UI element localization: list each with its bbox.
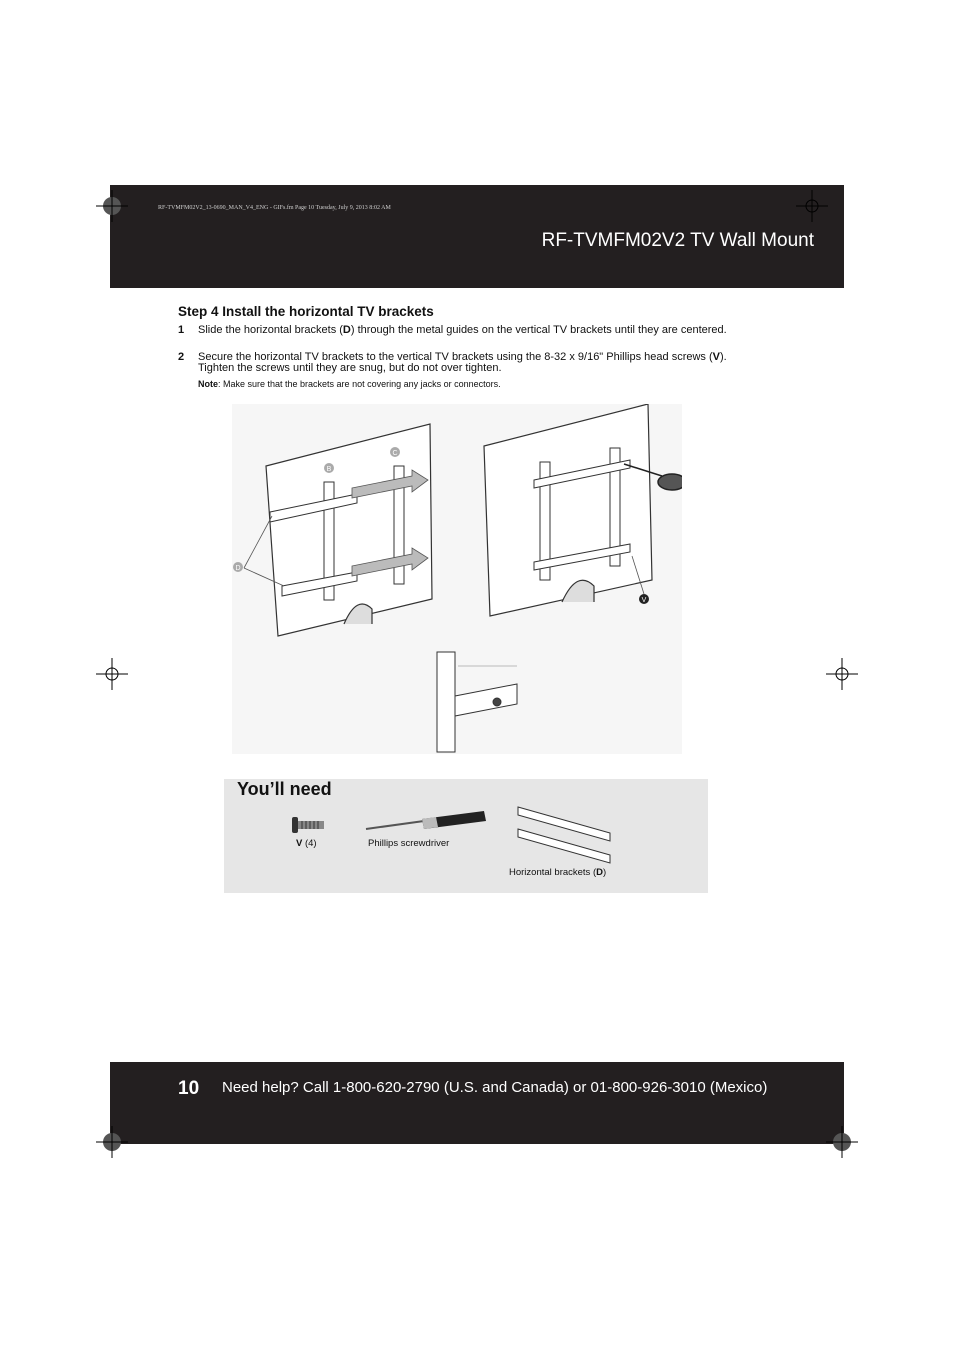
svg-text:D: D xyxy=(235,565,241,572)
instruction-text: Secure the horizontal TV brackets to the vertical TV brackets using the 8-32 x 9/16" Phillips head screws (V). Tighten the screws until they are snug, but do not over tighten. xyxy=(198,351,727,374)
callout-b xyxy=(324,463,334,473)
page-title: RF-TVMFM02V2 TV Wall Mount xyxy=(541,230,814,251)
installation-illustration xyxy=(232,404,682,754)
svg-text:B: B xyxy=(326,466,332,473)
youll-need-box xyxy=(224,779,708,893)
callout-d xyxy=(233,562,243,572)
horizontal-brackets-icon xyxy=(514,803,618,865)
callout-v xyxy=(639,594,649,604)
registration-mark-icon xyxy=(96,1126,130,1160)
registration-mark-icon xyxy=(826,658,860,692)
registration-mark-icon xyxy=(96,658,130,692)
screw-caption: V (4) xyxy=(296,838,317,849)
help-line: Need help? Call 1-800-620-2790 (U.S. and Canada) or 01-800-926-3010 (Mexico) xyxy=(222,1079,768,1096)
svg-text:C: C xyxy=(392,450,398,457)
brackets-caption: Horizontal brackets (D) xyxy=(509,867,607,878)
svg-text:V: V xyxy=(641,597,647,604)
print-slug: RF-TVMFM02V2_13-0690_MAN_V4_ENG - GIFs.fm Page 10 Tuesday, July 9, 2013 8:02 AM xyxy=(158,205,391,211)
instruction-text: Slide the horizontal brackets (D) through the metal guides on the vertical TV brackets until they are centered. xyxy=(198,324,727,336)
note: Note: Make sure that the brackets are not covering any jacks or connectors. xyxy=(198,379,501,389)
callout-c xyxy=(390,447,400,457)
instruction-number: 1 xyxy=(178,324,185,336)
instruction-1 xyxy=(178,325,778,336)
registration-mark-icon xyxy=(96,190,130,224)
page-number: 10 xyxy=(178,1078,200,1099)
instruction-number: 2 xyxy=(178,351,185,363)
registration-mark-icon xyxy=(796,190,830,224)
header-band xyxy=(110,185,844,288)
screwdriver-icon xyxy=(364,807,488,835)
footer-band xyxy=(110,1062,844,1144)
registration-mark-icon xyxy=(826,1126,860,1160)
youll-need-title: You’ll need xyxy=(237,779,332,799)
screw-icon xyxy=(290,815,326,835)
step-title: Step 4 Install the horizontal TV brackets xyxy=(178,304,434,319)
screwdriver-caption: Phillips screwdriver xyxy=(368,838,450,849)
instruction-2 xyxy=(178,352,758,374)
